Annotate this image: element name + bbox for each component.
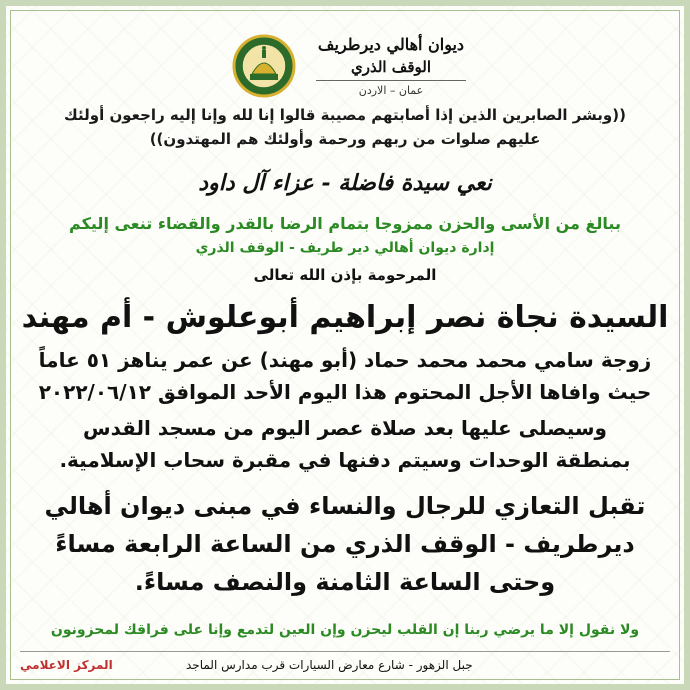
announcement-line-1: ببالغ من الأسى والحزن ممزوجا بتمام الرضا بالقدر والقضاء تنعى إليكم [69, 214, 621, 233]
obituary-title: نعي سيدة فاضلة - عزاء آل داود [198, 170, 492, 196]
verse-line-2: عليهم صلوات من ربهم ورحمة وأولئك هم المهتدون)) [149, 130, 541, 148]
details-line-2: حيث وافاها الأجل المحتوم هذا اليوم الأحد الموافق ٢٠٢٢/٠٦/١٢ [38, 380, 652, 404]
organization-city: عمان – الاردن [358, 84, 424, 97]
organization-name: ديوان أهالي ديرطريف [317, 35, 465, 54]
media-center-label: المركز الاعلامي [20, 658, 113, 672]
closing-line: ولا نقول إلا ما يرضي ربنا إن القلب ليحزن وإن العين لتدمع وإنا على فراقك لمحزونون [50, 622, 640, 638]
mosque-emblem-icon [232, 34, 296, 98]
deceased-name: السيدة نجاة نصر إبراهيم أبوعلوش - أم مهند [21, 300, 669, 335]
header-divider [316, 80, 466, 81]
announcement-line-2: إدارة ديوان أهالي دير طريف - الوقف الذري [195, 240, 495, 256]
address-label: جبل الزهور - شارع معارض السيارات قرب مدارس الماجد [186, 658, 473, 672]
organization-block [306, 34, 476, 99]
condolences-line-2: ديرطريف - الوقف الذري من الساعة الرابعة مساءً [55, 530, 635, 558]
condolences-line-3: وحتى الساعة الثامنة والنصف مساءً. [134, 568, 556, 596]
organization-subtitle: الوقف الذري [350, 58, 431, 76]
footer-divider [20, 651, 670, 652]
announcement-line-3: المرحومة بإذن الله تعالى [253, 266, 437, 284]
condolences-line-1: تقبل التعازي للرجال والنساء في مبنى ديوان أهالي [44, 492, 646, 520]
header [6, 20, 684, 100]
details-line-1: زوجة سامي محمد محمد حماد (أبو مهند) عن عمر يناهز ٥١ عاماً [38, 348, 652, 372]
details-line-4: بمنطقة الوحدات وسيتم دفنها في مقبرة سحاب الإسلامية. [59, 448, 631, 472]
details-line-3: وسيصلى عليها بعد صلاة عصر اليوم من مسجد القدس [83, 416, 607, 440]
verse-line-1: ((وبشر الصابرين الذين إذا أصابتهم مصيبة قالوا إنا لله وإنا إليه راجعون أولئك [64, 106, 626, 124]
